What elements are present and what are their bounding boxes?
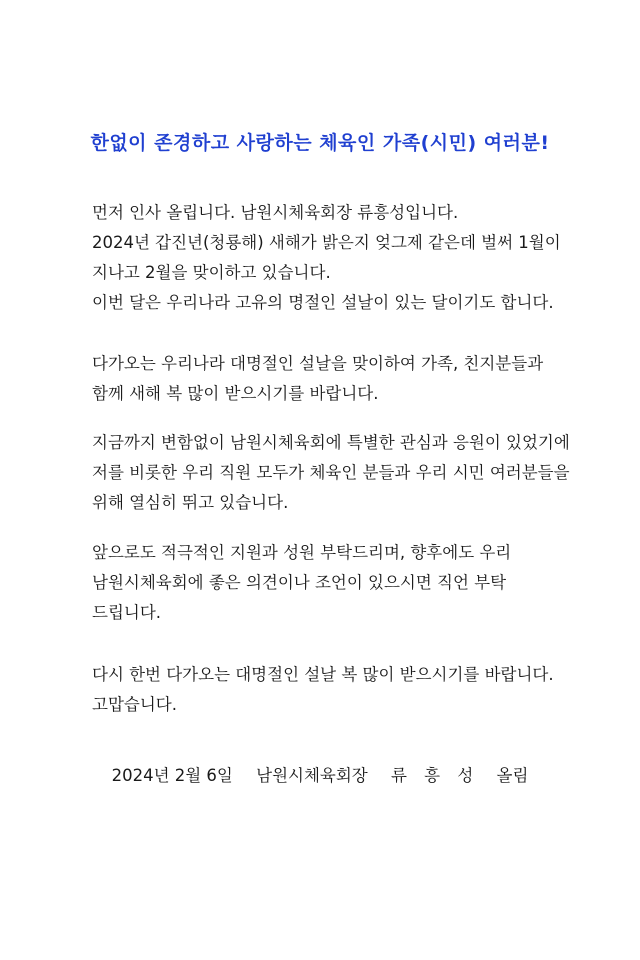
text-line: 앞으로도 적극적인 지원과 성원 부탁드리며, 향후에도 우리 bbox=[92, 543, 512, 562]
text-line: 위해 열심히 뛰고 있습니다. bbox=[92, 493, 289, 512]
text-line: 2024년 갑진년(청룡해) 새해가 밝은지 엊그제 같은데 벌써 1월이 bbox=[92, 233, 561, 252]
signature-org: 남원시체육회장 bbox=[256, 766, 368, 785]
paragraph-greeting bbox=[92, 198, 562, 318]
text-line: 지나고 2월을 맞이하고 있습니다. bbox=[92, 263, 331, 282]
text-line: 드립니다. bbox=[92, 603, 162, 622]
signature-line bbox=[0, 762, 640, 786]
paragraph-new-year-wishes bbox=[92, 349, 562, 409]
signature-closing: 올림 bbox=[496, 766, 529, 785]
text-line: 남원시체육회에 좋은 의견이나 조언이 있으시면 직언 부탁 bbox=[92, 573, 507, 592]
text-line: 이번 달은 우리나라 고유의 명절인 설날이 있는 달이기도 합니다. bbox=[92, 293, 554, 312]
text-line: 먼저 인사 올립니다. 남원시체육회장 류흥성입니다. bbox=[92, 203, 459, 222]
letter-title: 한없이 존경하고 사랑하는 체육인 가족(시민) 여러분! bbox=[90, 132, 550, 154]
signature-date: 2024년 2월 6일 bbox=[111, 766, 233, 785]
text-line: 고맙습니다. bbox=[92, 695, 177, 714]
paragraph-request-feedback bbox=[92, 538, 562, 628]
text-line: 다시 한번 다가오는 대명절인 설날 복 많이 받으시기를 바랍니다. bbox=[92, 665, 554, 684]
paragraph-thanks-support bbox=[92, 428, 570, 518]
text-line: 다가오는 우리나라 대명절인 설날을 맞이하여 가족, 친지분들과 bbox=[92, 354, 544, 373]
signature-name: 류 흥 성 bbox=[390, 766, 480, 785]
text-line: 지금까지 변함없이 남원시체육회에 특별한 관심과 응원이 있었기에 bbox=[92, 433, 570, 452]
text-line: 함께 새해 복 많이 받으시기를 바랍니다. bbox=[92, 384, 379, 403]
text-line: 저를 비롯한 우리 직원 모두가 체육인 분들과 우리 시민 여러분들을 bbox=[92, 463, 570, 482]
paragraph-closing bbox=[92, 660, 562, 720]
